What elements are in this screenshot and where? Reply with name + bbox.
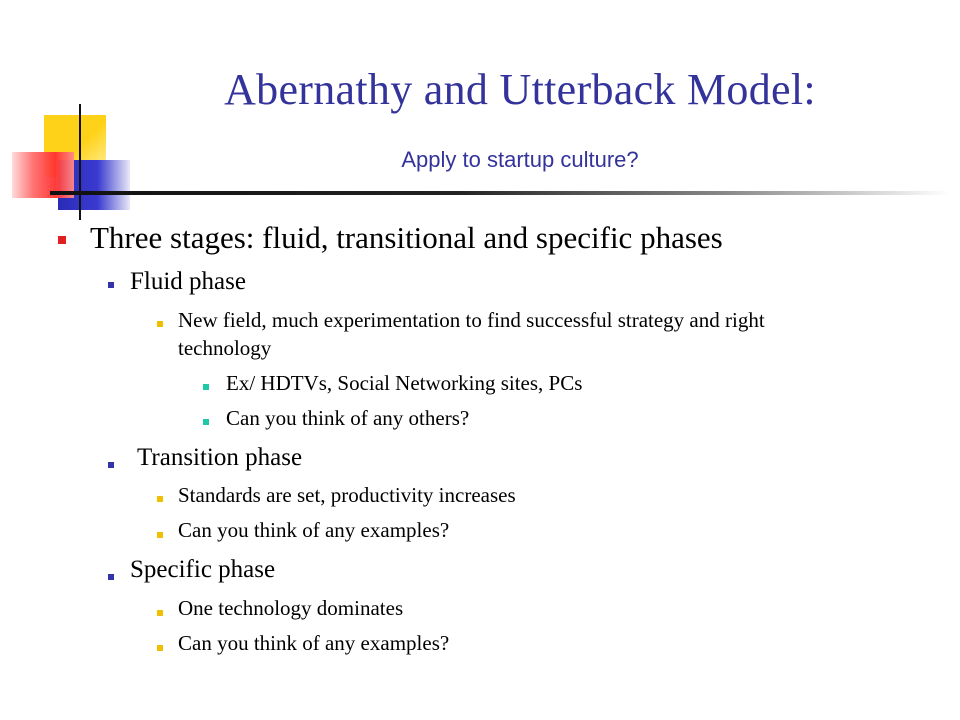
bullet-square-icon (108, 574, 114, 580)
slide-title: Abernathy and Utterback Model: (224, 65, 816, 114)
bullet-square-icon (108, 462, 114, 468)
fluid-phase-example: Ex/ HDTVs, Social Networking sites, PCs (226, 371, 583, 395)
fluid-phase-description-continued: technology (178, 336, 272, 360)
fluid-phase-description: New field, much experimentation to find successful strategy and right (178, 308, 765, 332)
bullet-square-icon (58, 236, 66, 244)
slide-subtitle: Apply to startup culture? (401, 147, 639, 172)
bullet-square-icon (157, 321, 163, 327)
fluid-phase-question: Can you think of any others? (226, 406, 470, 430)
bullet-square-icon (157, 610, 163, 616)
bullet-square-icon (157, 645, 163, 651)
bullet-square-icon (203, 419, 209, 425)
specific-phase-question: Can you think of any examples? (178, 631, 450, 655)
decorative-vertical-line (79, 104, 81, 220)
main-bullet-text: Three stages: fluid, transitional and specific phases (90, 220, 723, 255)
bullet-square-icon (203, 384, 209, 390)
bullet-square-icon (157, 532, 163, 538)
transition-phase-question: Can you think of any examples? (178, 518, 450, 542)
fluid-phase-heading: Fluid phase (130, 268, 246, 295)
specific-phase-item: One technology dominates (178, 596, 404, 620)
transition-phase-heading: Transition phase (137, 444, 303, 471)
specific-phase-heading: Specific phase (130, 556, 276, 583)
transition-phase-item: Standards are set, productivity increases (178, 483, 516, 507)
bullet-square-icon (108, 282, 114, 288)
bullet-square-icon (157, 496, 163, 502)
title-underline-rule (50, 191, 950, 195)
